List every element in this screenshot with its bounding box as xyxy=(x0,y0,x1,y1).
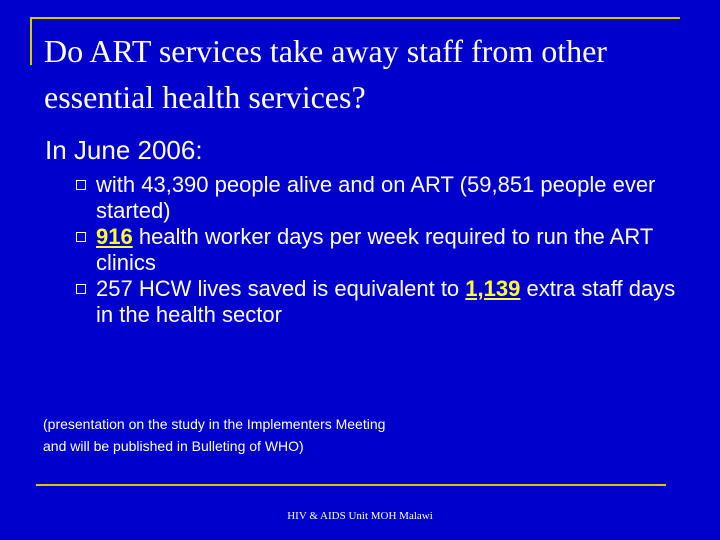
bullet-3-text-pre: 257 HCW lives saved is equivalent to xyxy=(96,276,466,301)
bullet-2-text: health worker days per week required to run the ART clinics xyxy=(96,224,653,275)
bullet-3-highlight: 1,139 xyxy=(465,276,521,301)
footer-rule xyxy=(36,484,666,486)
square-bullet-icon xyxy=(76,232,86,242)
intro-text: In June 2006: xyxy=(45,135,203,165)
bullet-list xyxy=(76,172,686,328)
bullet-item-2 xyxy=(76,224,686,276)
source-note-line-2: and will be published in Bulleting of WHO) xyxy=(43,438,304,454)
bullet-3-text-post: extra staff days in the health sector xyxy=(96,276,676,327)
bullet-item-1 xyxy=(76,172,686,224)
slide-title: Do ART services take away staff from other essential health services? xyxy=(44,33,607,115)
title-top-rule xyxy=(30,17,680,19)
bullet-2-highlight: 916 xyxy=(96,224,133,249)
square-bullet-icon xyxy=(76,180,86,190)
source-note xyxy=(43,413,643,457)
footer-text: HIV & AIDS Unit MOH Malawi xyxy=(287,510,433,522)
bullet-1-text: with 43,390 people alive and on ART (59,851 people ever started) xyxy=(96,172,656,223)
bullet-item-3 xyxy=(76,276,686,328)
source-note-line-1: (presentation on the study in the Implementers Meeting xyxy=(43,416,386,432)
square-bullet-icon xyxy=(76,284,86,294)
title-left-rule xyxy=(30,17,32,65)
